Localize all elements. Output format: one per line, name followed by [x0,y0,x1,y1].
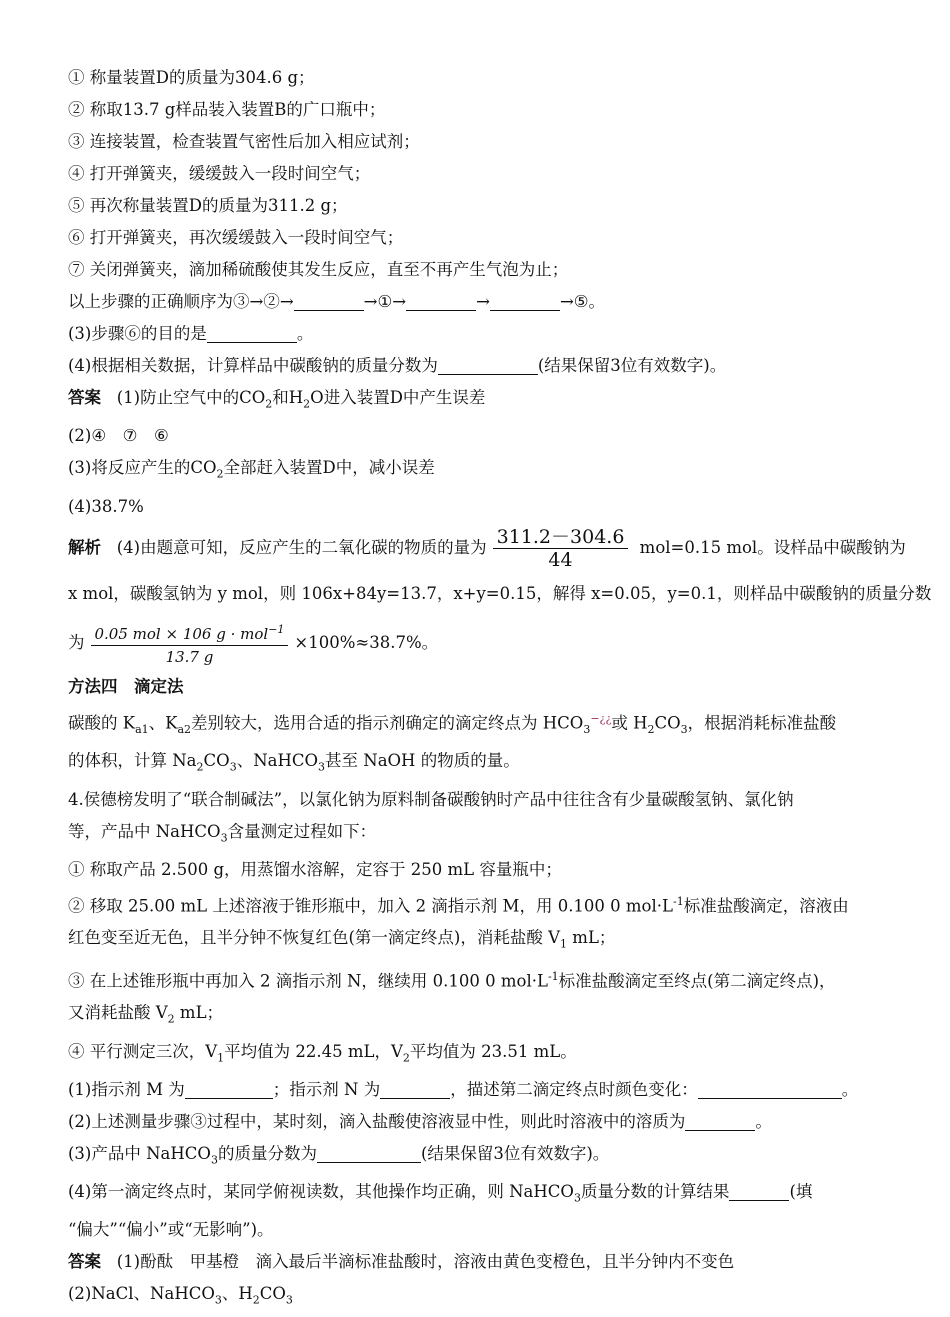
answer-blank[interactable] [698,1080,842,1099]
answer-blank[interactable] [207,324,297,343]
answer-text: (3)将反应产生的CO [68,458,217,478]
method-text: CO [654,713,681,733]
subscript: a2 [177,722,192,736]
problem-4-step-2 [68,886,884,923]
problem-text: 标准盐酸滴定至终点(第二滴定终点)， [558,971,836,991]
analysis-text: mol=0.15 mol。设样品中碳酸钠为 [634,537,906,557]
subscript: 3 [318,760,326,774]
superscript: -1 [672,894,684,908]
question-text: (3)步骤⑥的目的是 [68,324,207,343]
fraction-numerator: 311.2－304.6 [493,526,629,549]
analysis-label: 解析 [68,537,101,557]
subscript: 3 [285,1293,293,1307]
problem-4-question-1 [68,1074,884,1106]
method-4-line-2 [68,745,884,783]
question-text: 。 [841,1079,859,1099]
problem-4-intro-2 [68,816,884,854]
subscript: 3 [573,1191,581,1205]
problem-4-step-1: ① 称取产品 2.500 g，用蒸馏水溶解，定容于 250 mL 容量瓶中； [68,859,562,879]
fraction-numerator: 0.05 mol × 106 g · mol [94,624,269,643]
superscript: −¿¿ [590,711,612,725]
subscript: a1 [135,722,149,736]
problem-4-step-3-cont [68,997,884,1035]
answer-label: 答案 [68,388,101,407]
fraction-denominator: 13.7 g [165,647,214,666]
document-page [68,62,932,1317]
order-question [68,286,884,318]
question-text: (1)指示剂 M 为 [68,1079,185,1099]
answer-blank[interactable] [685,1112,755,1131]
problem-4-question-2 [68,1106,884,1138]
method-text: 的体积，计算 Na [68,751,197,771]
answer-text: (1)酚酞 甲基橙 滴入最后半滴标准盐酸时，溶液由黄色变橙色，且半分钟内不变色 [116,1252,735,1272]
order-text: 以上步骤的正确顺序为③→②→ [68,292,294,311]
problem-4-step-3 [68,961,884,998]
method-text: 碳酸的 K [68,713,136,733]
analysis-line-3 [68,615,884,671]
subscript: 3 [210,1153,218,1167]
question-text: (结果保留3位有效数字)。 [420,1143,610,1163]
method-text: 、NaHCO [236,751,319,771]
problem-4-intro-1: 4.侯德榜发明了“联合制碱法”，以氯化钠为原料制备碳酸钠时产品中往往含有少量碳酸氢钠、氯化钠 [68,789,794,809]
answer-blank[interactable] [406,292,476,311]
question-text: (2)上述测量步骤③过程中，某时刻，滴入盐酸使溶液显中性，则此时溶液中的溶质为 [68,1111,686,1131]
question-text: ；指示剂 N 为 [272,1079,381,1099]
analysis-line-1 [68,523,906,573]
problem-text: 平均值为 22.45 mL，V [224,1041,403,1061]
answer-blank[interactable] [185,1080,273,1099]
subscript: 2 [402,1050,410,1064]
answer-2-line-2 [68,1278,884,1316]
step-item: ④ 打开弹簧夹，缓缓鼓入一段时间空气； [68,164,371,183]
superscript: −1 [268,622,285,636]
step-list [68,62,884,286]
answer-text: 、H [221,1284,253,1304]
subscript: 2 [167,1012,175,1026]
subscript: 3 [583,722,591,736]
order-text: →⑤。 [559,292,606,311]
method-text: 、K [148,713,178,733]
question-text: 的质量分数为 [217,1143,317,1163]
answer-text: 全部赶入装置D中，减小误差 [223,458,435,478]
order-text: → [476,292,490,311]
fraction-mass [91,619,289,668]
question-text: 。 [296,324,314,343]
answer-1-line-1 [68,382,884,420]
problem-text: 平均值为 23.51 mL。 [409,1041,577,1061]
question-text: ，描述第二滴定终点时颜色变化： [450,1079,698,1099]
answer-label: 答案 [68,1252,101,1272]
step-item: ③ 连接装置，检查装置气密性后加入相应试剂； [68,132,420,151]
answer-blank[interactable] [438,356,538,375]
answer-blank[interactable] [294,292,364,311]
subscript: 3 [680,722,688,736]
question-4 [68,350,884,382]
problem-text: ③ 在上述锥形瓶中再加入 2 滴指示剂 N，继续用 0.100 0 mol·L [68,971,548,991]
subscript: 2 [647,722,655,736]
subscript: 2 [196,760,204,774]
question-text: 。 [755,1111,772,1131]
method-text: 甚至 NaOH 的物质的量。 [325,751,520,771]
fraction-moles [493,526,629,571]
problem-text: 等，产品中 NaHCO [68,821,221,841]
answer-2-line-1 [68,1246,884,1278]
subscript: 2 [252,1293,260,1307]
subscript: 1 [217,1050,225,1064]
subscript: 3 [229,760,237,774]
problem-text: mL； [174,1003,224,1023]
method-text: ，根据消耗标准盐酸 [687,713,837,733]
problem-text: mL； [567,928,616,948]
subscript: 2 [265,397,273,411]
answer-1-line-2: (2)④ ⑦ ⑥ [68,426,169,446]
analysis-text: (4)由题意可知，反应产生的二氧化碳的物质的量为 [116,537,487,557]
method-text: 或 H [611,713,648,733]
order-text: →①→ [363,292,407,311]
answer-blank[interactable] [729,1182,789,1201]
question-text: (结果保留3位有效数字)。 [537,356,727,375]
answer-blank[interactable] [490,292,560,311]
subscript: 2 [303,397,311,411]
problem-text: 标准盐酸滴定，溶液由 [683,896,849,916]
answer-1-line-4: (4)38.7% [68,496,144,516]
method-text: 差别较大，选用合适的指示剂确定的滴定终点为 HCO [191,713,584,733]
method-4-line-1 [68,703,884,746]
answer-text: (2)NaCl、NaHCO [68,1284,215,1304]
problem-text: 含量测定过程如下： [227,821,377,841]
method-text: CO [203,751,230,771]
answer-text: O进入装置D中产生误差 [310,388,486,407]
method-4-title: 方法四 滴定法 [68,676,184,696]
problem-4-step-2-cont [68,922,884,960]
answer-text: (1)防止空气中的CO [116,388,266,407]
problem-text: ④ 平行测定三次，V [68,1041,218,1061]
problem-4-step-4 [68,1036,884,1074]
question-text: (3)产品中 NaHCO [68,1143,211,1163]
step-item: ② 称取13.7 g样品装入装置B的广口瓶中； [68,100,386,119]
problem-text: ② 移取 25.00 mL 上述溶液于锥形瓶中，加入 2 滴指示剂 M，用 0.100 0 mol·L [68,896,673,916]
question-text: 质量分数的计算结果 [580,1182,730,1202]
step-item: ① 称量装置D的质量为304.6 g； [68,68,315,87]
problem-4-question-4 [68,1176,884,1214]
fraction-denominator: 44 [548,548,573,571]
question-3 [68,318,884,350]
subscript: 3 [214,1293,222,1307]
answer-blank[interactable] [317,1144,421,1163]
question-text: (4)第一滴定终点时，某同学俯视读数，其他操作均正确，则 NaHCO [68,1182,574,1202]
subscript: 3 [220,830,228,844]
problem-text: 又消耗盐酸 V [68,1003,168,1023]
superscript: -1 [547,969,559,983]
subscript: 1 [560,937,568,951]
step-item: ⑥ 打开弹簧夹，再次缓缓鼓入一段时间空气； [68,228,404,247]
analysis-text: ×100%≈38.7%。 [294,632,439,652]
question-text: (4)根据相关数据，计算样品中碳酸钠的质量分数为 [68,356,438,375]
step-item: ⑦ 关闭弹簧夹，滴加稀硫酸使其发生反应，直至不再产生气泡为止； [68,260,569,279]
analysis-text: 为 [68,632,85,652]
answer-1-line-3 [68,452,884,490]
analysis-line-2: x mol，碳酸氢钠为 y mol，则 106x+84y=13.7，x+y=0.15，解得 x=0.05，y=0.1，则样品中碳酸钠的质量分数 [68,583,932,603]
answer-blank[interactable] [380,1080,450,1099]
subscript: 2 [216,467,224,481]
problem-4-question-3 [68,1138,884,1176]
answer-text: CO [259,1284,286,1304]
answer-text: 和H [272,388,304,407]
problem-4-question-4-cont: “偏大”“偏小”或“无影响”)。 [68,1220,274,1240]
question-text: (填 [789,1182,813,1202]
step-item: ⑤ 再次称量装置D的质量为311.2 g； [68,196,348,215]
problem-text: 红色变至近无色，且半分钟不恢复红色(第一滴定终点)，消耗盐酸 V [68,928,561,948]
